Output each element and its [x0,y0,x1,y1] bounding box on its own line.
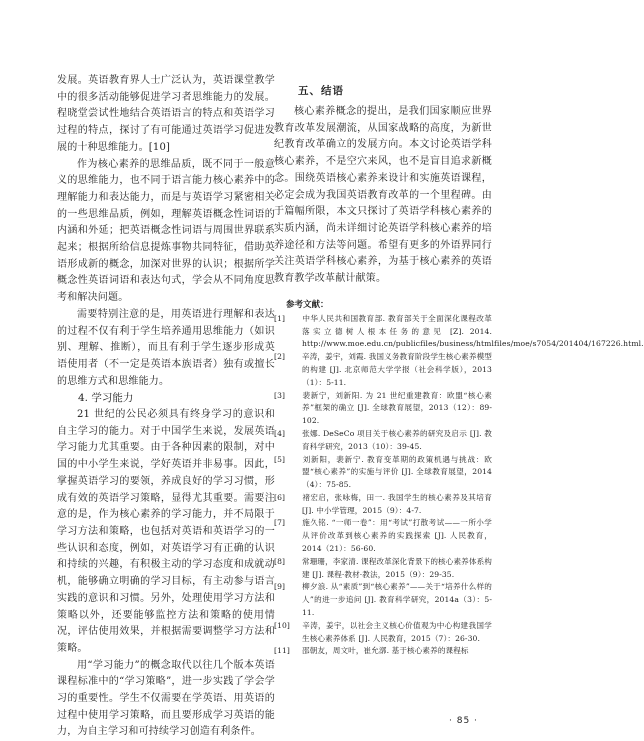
paragraph-note: 需要特别注意的是，用英语进行理解和表达的过程不仅有利于学生培养通用思维能力（如识别、理解、推断），而且有利于学生逐步形成英语使用者（不一定是英语本族语者）独有或擅长的思维方式和思维能力。 [57,308,275,387]
reference-item [274,517,492,555]
right-column [274,73,644,658]
reference-item [274,581,492,619]
reference-item [274,645,492,658]
reference-text: 辛涛，姜宇，以社会主义核心价值观为中心构建我国学生核心素养体系 [J]. 人民教育，2015（7）：26-30. [302,620,492,643]
paragraph-thinking-quality: 作为核心素养的思维品质，既不同于一般意义的思维能力，也不同于语言能力核心素养中的理解能力和表达能力，而是与英语学习紧密相关的一些思维品质，例如，理解英语概念性词语的内涵和外延；把英语概念性词语与周围世界联系起来；根据所给信息提炼事物共同特征，借助英语形成新的概念，加深对世界的认识；根据所学概念性英语词语和表达句式，学会从不同角度思考和解决问题。 [57,158,275,304]
reference-text: 裴新宁，刘新阳. 为 21 世纪重建教育：欧盟“核心素养”框架的确立 [J]. 全球教育展望，2013（12）：89-102. [302,390,492,426]
section-heading-conclusion: 五、结语 [298,85,344,97]
reference-number: [11] [274,646,290,656]
reference-item [274,313,644,351]
reference-number: [5] [274,454,286,464]
reference-item [274,390,492,428]
references-list [274,313,644,659]
subsection-heading-learning-ability: 4. 学习能力 [78,392,134,405]
reference-item [274,351,492,389]
reference-text: 柳夕浪. 从“素质”到“核心素养”——关于“培养什么样的人”的进一步追问 [J]. 教育科学研究，2014a（3）：5-11. [302,582,492,618]
reference-text: 辛涛，姜宇，刘霞. 我国义务教育阶段学生核心素养模型的构建 [J]. 北京师范大学学报（社会科学版），2013（1）：5-11. [302,352,492,387]
paragraph-continuation: 发展。英语教育界人士广泛认为，英语课堂教学中的很多活动能够促进学习者思维能力的发展。程晓堂尝试性地结合英语语言的特点和英语学习过程的特点，探讨了有可能通过英语学习促进发展的十种思维能力。[10] [57,75,275,153]
reference-item [274,620,492,646]
reference-text: 常珊珊，李家清. 课程改革深化背景下的核心素养体系构建 [J]. 课程·教材·教法，2015（9）：29-35. [302,556,492,579]
reference-number: [6] [274,492,286,502]
reference-text: 褚宏启，张咏梅，田一. 我国学生的核心素养及其培育 [J]. 中小学管理，2015（9）：4-7. [302,492,492,515]
page-number: · 85 · [449,716,478,726]
reference-number: [4] [274,428,286,438]
reference-text: 刘新阳，裴新宁. 教育变革期的政策机遇与挑战：欧盟“核心素养”的实施与评价 [J]. 全球教育展望，2014（4）：75-85. [302,454,492,490]
reference-text: 邵朝友，周文叶，崔允漷. 基于核心素养的课程标 [302,646,469,656]
reference-item [274,556,492,582]
reference-number: [7] [274,518,286,528]
reference-number: [10] [274,620,290,630]
reference-text: 中华人民共和国教育部. 教育部关于全面深化课程改革 落实立德树人根本任务的意见 [Z]. 2014. http://www.moe.edu.cn/publicfiles/business/htmlfiles/moe/s7054/201404/167226.html. [302,313,644,349]
reference-item [274,492,492,518]
reference-text: 施久铭. “一师一卷”：用“考试”打散考试——一所小学从评价改革到核心素养的实践探索 [J]. 人民教育，2014（21）：56-60. [302,518,492,554]
paragraph-learning-strategy: 用“学习能力”的概念取代以往几个版本英语课程标准中的“学习策略”，进一步实践了学会学习的重要性。学生不仅需要在学英语、用英语的过程中使用学习策略，而且要形成学习英语的能力，为自主学习和可持续学习创造有利条件。 [57,659,275,738]
reference-number: [1] [274,313,286,323]
reference-number: [8] [274,556,286,566]
reference-number: [2] [274,352,286,362]
paragraph-learning-ability: 21 世纪的公民必须具有终身学习的意识和自主学习的能力。对于中国学生来说，发展英语学习能力尤其重要。由于各种因素的限制，对中国的中小学生来说，学好英语并非易事。因此，掌握英语学习的要领，养成良好的学习习惯，形成有效的英语学习策略，显得尤其重要。需要注意的是，作为核心素养的学习能力，并不局限于学习方法和策略，也包括对英语和英语学习的一些认识和态度，例如，对英语学习有正确的认识和持续的兴趣，有积极主动的学习态度和成就动机，能够确立明确的学习目标，有主动参与语言实践的意识和习惯。另外，处理使用学习方法和策略以外，还要能够监控方法和策略的使用情况，评估使用效果，并根据需要调整学习方法和策略。 [57,409,275,654]
references-title: 参考文献： [286,299,329,310]
reference-text: 张娜. DeSeCo 项目关于核心素养的研究及启示 [J]. 教育科学研究，2013（10）：39-45. [302,428,492,451]
reference-item [274,454,492,492]
reference-number: [9] [274,582,286,592]
reference-item [274,428,492,454]
paragraph-conclusion: 核心素养概念的提出，是我们国家顺应世界教育改革发展潮流，从国家战略的高度，为新世纪教育改革确立的发展方向。本文讨论英语学科核心素养，不是空穴来风，也不是盲目追求新概念。围绕英语核心素养来设计和实施英语课程，必定会成为我国英语教育改革的一个里程碑。由于篇幅所限，本文只探讨了英语学科核心素养的实质内涵，尚未详细讨论英语学科核心素养的培养途径和方法等问题。希望有更多的外语界同行关注英语学科核心素养，为基于核心素养的英语教育教学改革献计献策。 [274,106,492,285]
reference-number: [3] [274,390,286,400]
left-column [57,73,275,741]
